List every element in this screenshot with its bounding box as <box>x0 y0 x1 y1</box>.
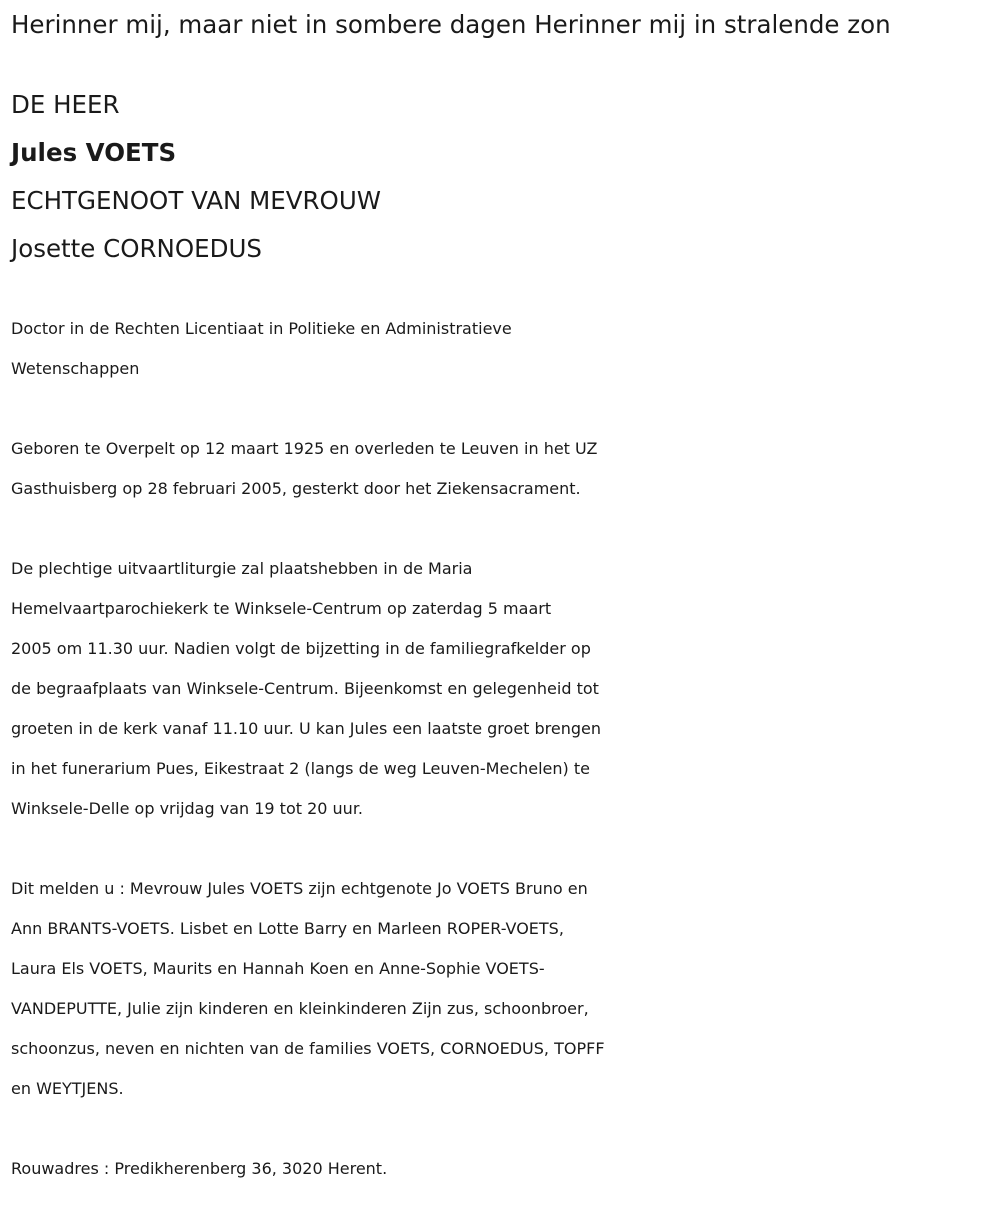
paragraph-line: Winksele-Delle op vrijdag van 19 tot 20 uur. <box>11 799 364 818</box>
announcement-paragraph <box>11 869 996 1109</box>
address-paragraph <box>11 1149 996 1189</box>
honorific-title: DE HEER <box>11 90 120 119</box>
spouse-name: Josette CORNOEDUS <box>11 234 262 263</box>
paragraph-line: Hemelvaartparochiekerk te Winksele-Centrum op zaterdag 5 maart <box>11 599 552 618</box>
paragraph-line: Doctor in de Rechten Licentiaat in Politieke en Administratieve <box>11 319 512 338</box>
paragraph-line: en WEYTJENS. <box>11 1079 124 1098</box>
birth-death-paragraph <box>11 429 996 509</box>
mourning-address: Rouwadres : Predikherenberg 36, 3020 Herent. <box>11 1159 388 1178</box>
motto-text: Herinner mij, maar niet in sombere dagen Herinner mij in stralende zon <box>11 10 891 39</box>
credentials-paragraph <box>11 309 996 389</box>
paragraph-line: De plechtige uitvaartliturgie zal plaatshebben in de Maria <box>11 559 473 578</box>
paragraph-line: Geboren te Overpelt op 12 maart 1925 en overleden te Leuven in het UZ <box>11 439 598 458</box>
funeral-paragraph <box>11 549 996 829</box>
paragraph-line: schoonzus, neven en nichten van de families VOETS, CORNOEDUS, TOPFF <box>11 1039 605 1058</box>
paragraph-line: Dit melden u : Mevrouw Jules VOETS zijn echtgenote Jo VOETS Bruno en <box>11 879 588 898</box>
paragraph-line: Gasthuisberg op 28 februari 2005, gesterkt door het Ziekensacrament. <box>11 479 581 498</box>
paragraph-line: de begraafplaats van Winksele-Centrum. Bijeenkomst en gelegenheid tot <box>11 679 599 698</box>
paragraph-line: Ann BRANTS-VOETS. Lisbet en Lotte Barry en Marleen ROPER-VOETS, <box>11 919 564 938</box>
deceased-name: Jules VOETS <box>11 138 177 167</box>
paragraph-line: Laura Els VOETS, Maurits en Hannah Koen en Anne-Sophie VOETS- <box>11 959 545 978</box>
paragraph-line: VANDEPUTTE, Julie zijn kinderen en kleinkinderen Zijn zus, schoonbroer, <box>11 999 589 1018</box>
paragraph-line: in het funerarium Pues, Eikestraat 2 (langs de weg Leuven-Mechelen) te <box>11 759 590 778</box>
paragraph-line: Wetenschappen <box>11 359 140 378</box>
paragraph-line: groeten in de kerk vanaf 11.10 uur. U kan Jules een laatste groet brengen <box>11 719 602 738</box>
paragraph-line: 2005 om 11.30 uur. Nadien volgt de bijzetting in de familiegrafkelder op <box>11 639 591 658</box>
spouse-relation: ECHTGENOOT VAN MEVROUW <box>11 186 382 215</box>
